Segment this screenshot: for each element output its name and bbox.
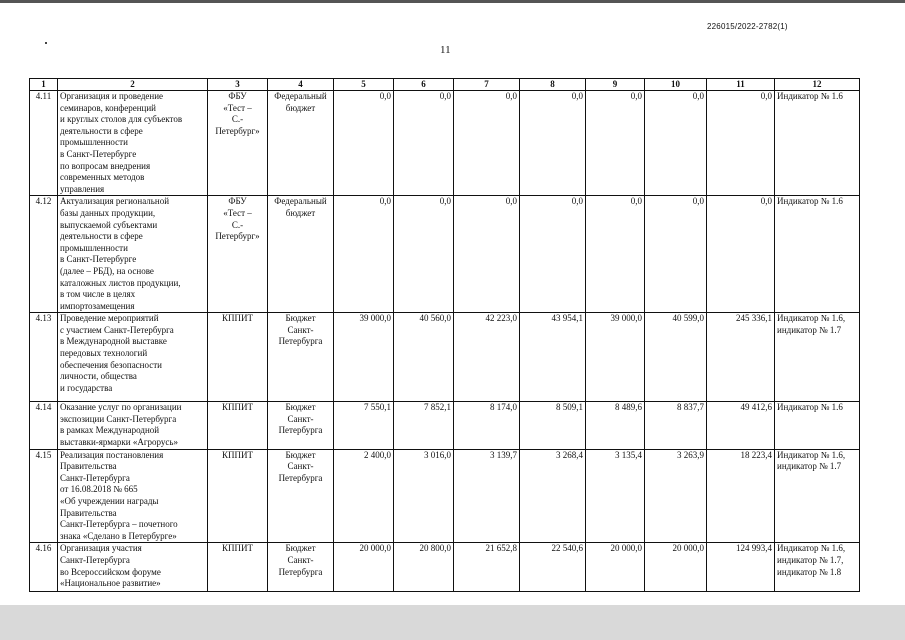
title-line: в Санкт-Петербурге xyxy=(60,254,137,265)
value-cell: 39 000,0 xyxy=(586,313,645,402)
source-line: Бюджет xyxy=(285,449,316,460)
column-header: 3 xyxy=(208,79,268,91)
row-number: 4.14 xyxy=(30,402,58,449)
page-number: 11 xyxy=(440,44,451,56)
source-line: Бюджет xyxy=(285,543,316,554)
title-line: управления xyxy=(60,183,105,194)
source-line: Федеральный xyxy=(274,91,327,101)
title-line: от 16.08.2018 № 665 xyxy=(60,484,138,495)
value-cell: 39 000,0 xyxy=(334,313,394,402)
title-line: в Санкт-Петербурге xyxy=(60,148,137,159)
total-cell: 245 336,1 xyxy=(707,313,775,402)
value-cell: 20 800,0 xyxy=(394,543,454,592)
title-line: Актуализация региональной xyxy=(60,196,170,207)
table-row xyxy=(30,91,860,196)
title-line: деятельности в сфере xyxy=(60,231,143,242)
executor-line: КППИТ xyxy=(222,402,253,413)
value-cell: 0,0 xyxy=(334,196,394,313)
title-line: (далее – РБД), на основе xyxy=(60,265,154,276)
funding-source-cell xyxy=(268,313,334,402)
title-line: промышленности xyxy=(60,242,128,253)
value-cell: 0,0 xyxy=(394,196,454,313)
value-cell: 0,0 xyxy=(586,91,645,196)
value-cell: 42 223,0 xyxy=(454,313,520,402)
activity-title xyxy=(58,91,208,196)
title-line: личности, общества xyxy=(60,371,137,382)
column-header: 7 xyxy=(454,79,520,91)
value-cell: 43 954,1 xyxy=(520,313,586,402)
source-line: Петербурга xyxy=(278,336,323,347)
source-line: Санкт- xyxy=(287,413,314,424)
title-line: импортозамещения xyxy=(60,300,135,311)
activity-title xyxy=(58,449,208,543)
title-line: передовых технологий xyxy=(60,348,148,359)
value-cell: 3 135,4 xyxy=(586,449,645,543)
total-cell: 49 412,6 xyxy=(707,402,775,449)
value-cell: 20 000,0 xyxy=(586,543,645,592)
value-cell: 3 263,9 xyxy=(645,449,707,543)
source-line: Санкт- xyxy=(287,555,314,565)
title-line: по вопросам внедрения xyxy=(60,160,151,171)
activity-title xyxy=(58,196,208,313)
value-cell: 40 599,0 xyxy=(645,313,707,402)
value-cell: 21 652,8 xyxy=(454,543,520,592)
value-cell: 8 489,6 xyxy=(586,402,645,449)
title-line: экспозиции Санкт-Петербурга xyxy=(60,413,177,424)
value-cell: 8 509,1 xyxy=(520,402,586,449)
total-cell: 0,0 xyxy=(707,196,775,313)
title-line: современных методов xyxy=(60,172,145,183)
indicator-cell xyxy=(775,449,860,543)
title-line: обеспечения безопасности xyxy=(60,359,162,370)
title-line: Реализация постановления xyxy=(60,449,164,460)
executor-cell xyxy=(208,449,268,543)
title-line: выставки-ярмарки «Агрорусь» xyxy=(60,437,179,448)
title-line: Проведение мероприятий xyxy=(60,313,159,324)
title-line: Санкт-Петербурга – почетного xyxy=(60,519,178,530)
title-line: Правительства xyxy=(60,507,117,518)
title-line: знака «Сделано в Петербурге» xyxy=(60,530,177,541)
title-line: «Национальное развитие» xyxy=(60,578,161,589)
scan-speck xyxy=(45,42,47,44)
source-line: Санкт- xyxy=(287,461,314,472)
value-cell: 20 000,0 xyxy=(334,543,394,592)
value-cell: 0,0 xyxy=(520,91,586,196)
executor-line: «Тест – xyxy=(223,102,252,113)
column-header: 1 xyxy=(30,79,58,91)
table-row xyxy=(30,196,860,313)
title-line: и круглых столов для субъектов xyxy=(60,114,183,125)
source-line: бюджет xyxy=(285,207,316,218)
source-line: Петербурга xyxy=(278,566,323,577)
executor-line: КППИТ xyxy=(222,543,253,554)
title-line: семинаров, конференций xyxy=(60,102,156,113)
source-line: Бюджет xyxy=(285,402,316,413)
row-number: 4.11 xyxy=(30,91,58,196)
indicator-cell xyxy=(775,543,860,592)
title-line: Санкт-Петербурга xyxy=(60,555,130,565)
indicator-cell xyxy=(775,402,860,449)
value-cell: 7 550,1 xyxy=(334,402,394,449)
activity-title xyxy=(58,543,208,592)
title-line: промышленности xyxy=(60,137,128,148)
column-header: 4 xyxy=(268,79,334,91)
title-line: Санкт-Петербурга xyxy=(60,472,130,483)
value-cell: 7 852,1 xyxy=(394,402,454,449)
indicator-cell xyxy=(775,196,860,313)
activity-title xyxy=(58,313,208,402)
column-header: 9 xyxy=(586,79,645,91)
row-number: 4.15 xyxy=(30,449,58,543)
indicator-line: индикатор № 1.7 xyxy=(777,324,842,335)
title-line: «Об учреждении награды xyxy=(60,496,159,507)
column-header: 6 xyxy=(394,79,454,91)
value-cell: 8 174,0 xyxy=(454,402,520,449)
executor-line: КППИТ xyxy=(222,449,253,460)
table-row xyxy=(30,543,860,592)
total-cell: 124 993,4 xyxy=(707,543,775,592)
value-cell: 0,0 xyxy=(586,196,645,313)
indicator-line: индикатор № 1.7 xyxy=(777,461,842,472)
funding-source-cell xyxy=(268,402,334,449)
title-line: базы данных продукции, xyxy=(60,207,156,218)
value-cell: 0,0 xyxy=(645,91,707,196)
document-number: 226015/2022-2782(1) xyxy=(707,22,788,31)
executor-line: ФБУ xyxy=(228,91,247,101)
funding-source-cell xyxy=(268,196,334,313)
value-cell: 0,0 xyxy=(394,91,454,196)
executor-line: «Тест – xyxy=(223,207,252,218)
scan-top-edge xyxy=(0,0,905,3)
column-header: 2 xyxy=(58,79,208,91)
scan-bottom-margin xyxy=(0,605,905,640)
executor-cell xyxy=(208,313,268,402)
title-line: и государства xyxy=(60,382,113,393)
table-row xyxy=(30,449,860,543)
indicator-cell xyxy=(775,91,860,196)
table-row xyxy=(30,313,860,402)
title-line: с участием Санкт-Петербурга xyxy=(60,324,174,335)
value-cell: 0,0 xyxy=(520,196,586,313)
source-line: Петербурга xyxy=(278,472,323,483)
title-line: Организация и проведение xyxy=(60,91,164,101)
executor-line: С.- xyxy=(231,114,244,125)
value-cell: 3 139,7 xyxy=(454,449,520,543)
column-header: 10 xyxy=(645,79,707,91)
column-header: 8 xyxy=(520,79,586,91)
indicator-line: индикатор № 1.7, xyxy=(777,555,844,565)
indicator-line: Индикатор № 1.6, xyxy=(777,449,846,460)
title-line: в Международной выставке xyxy=(60,336,167,347)
value-cell: 0,0 xyxy=(334,91,394,196)
total-cell: 18 223,4 xyxy=(707,449,775,543)
indicator-line: Индикатор № 1.6 xyxy=(777,91,843,101)
value-cell: 3 268,4 xyxy=(520,449,586,543)
indicator-line: Индикатор № 1.6 xyxy=(777,402,843,413)
funding-source-cell xyxy=(268,91,334,196)
value-cell: 0,0 xyxy=(454,91,520,196)
source-line: Федеральный xyxy=(274,196,327,207)
row-number: 4.16 xyxy=(30,543,58,592)
executor-cell xyxy=(208,196,268,313)
row-number: 4.13 xyxy=(30,313,58,402)
value-cell: 2 400,0 xyxy=(334,449,394,543)
activity-title xyxy=(58,402,208,449)
value-cell: 20 000,0 xyxy=(645,543,707,592)
indicator-cell xyxy=(775,313,860,402)
value-cell: 8 837,7 xyxy=(645,402,707,449)
indicator-line: индикатор № 1.8 xyxy=(777,566,842,577)
source-line: Петербурга xyxy=(278,425,323,436)
executor-line: ФБУ xyxy=(228,196,247,207)
value-cell: 3 016,0 xyxy=(394,449,454,543)
value-cell: 22 540,6 xyxy=(520,543,586,592)
title-line: Организация участия xyxy=(60,543,142,554)
title-line: выпускаемой субъектами xyxy=(60,219,158,230)
executor-cell xyxy=(208,402,268,449)
source-line: Бюджет xyxy=(285,313,316,324)
title-line: Оказание услуг по организации xyxy=(60,402,182,413)
executor-line: Петербург» xyxy=(215,231,260,242)
funding-source-cell xyxy=(268,449,334,543)
executor-line: Петербург» xyxy=(215,125,260,136)
header-row xyxy=(30,79,860,91)
executor-cell xyxy=(208,543,268,592)
indicator-line: Индикатор № 1.6, xyxy=(777,543,846,554)
value-cell: 0,0 xyxy=(454,196,520,313)
title-line: во Всероссийском форуме xyxy=(60,566,161,577)
indicator-line: Индикатор № 1.6, xyxy=(777,313,846,324)
value-cell: 40 560,0 xyxy=(394,313,454,402)
executor-cell xyxy=(208,91,268,196)
title-line: в том числе в целях xyxy=(60,289,136,300)
title-line: в рамках Международной xyxy=(60,425,160,436)
indicator-line: Индикатор № 1.6 xyxy=(777,196,843,207)
table-row xyxy=(30,402,860,449)
title-line: деятельности в сфере xyxy=(60,125,143,136)
column-header: 12 xyxy=(775,79,860,91)
title-line: Правительства xyxy=(60,461,117,472)
total-cell: 0,0 xyxy=(707,91,775,196)
budget-table xyxy=(29,78,860,592)
source-line: бюджет xyxy=(285,102,316,113)
executor-line: С.- xyxy=(231,219,244,230)
source-line: Санкт- xyxy=(287,324,314,335)
title-line: каталожных листов продукции, xyxy=(60,277,181,288)
row-number: 4.12 xyxy=(30,196,58,313)
column-header: 5 xyxy=(334,79,394,91)
funding-source-cell xyxy=(268,543,334,592)
value-cell: 0,0 xyxy=(645,196,707,313)
executor-line: КППИТ xyxy=(222,313,253,324)
column-header: 11 xyxy=(707,79,775,91)
